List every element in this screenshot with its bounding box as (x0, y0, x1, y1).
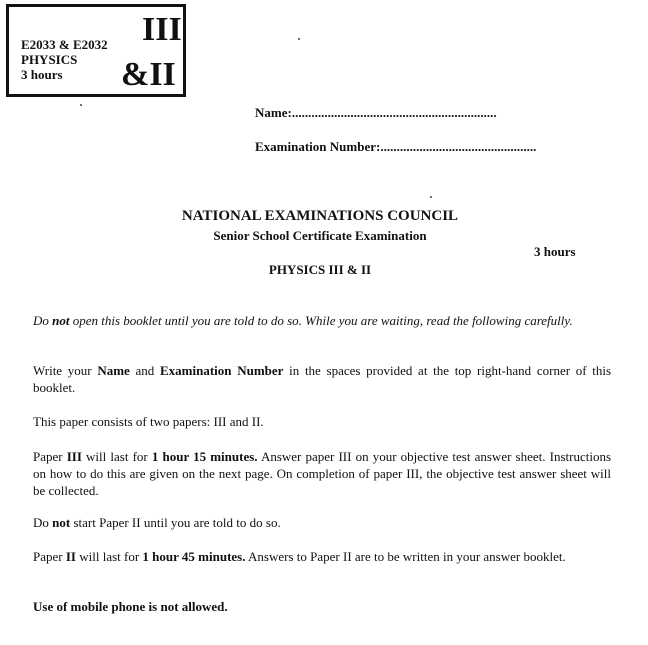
scan-speck (430, 196, 432, 198)
subject-name: PHYSICS (21, 52, 78, 67)
scan-speck (80, 104, 82, 106)
paper-number-large-second: &II (121, 56, 176, 93)
instruction-write-name: Write your Name and Examination Number in the spaces provided at the top right-hand corner of this booklet. (33, 363, 612, 395)
paper-code: E2033 & E2032 (21, 37, 108, 52)
exam-title: Senior School Certificate Examination (213, 228, 427, 243)
header-box (6, 4, 186, 97)
paper-number-large: III (142, 11, 182, 48)
exam-number-dots: ................................................ (380, 139, 537, 154)
instruction-do-not-open: Do not open this booklet until you are told to do so. While you are waiting, read the following carefully. (33, 313, 573, 328)
exam-duration: 3 hours (534, 244, 576, 259)
instruction-paper-three: Paper III will last for 1 hour 15 minutes. Answer paper III on your objective test answer sheet. Instructions on how to do this are given on the next page. On completion of paper III, the objective test answer sheet will be collected. (33, 449, 612, 498)
name-field[interactable] (255, 105, 497, 121)
name-label: Name: (255, 105, 292, 120)
exam-number-field[interactable] (255, 139, 536, 155)
instruction-mobile-phone: Use of mobile phone is not allowed. (33, 599, 228, 614)
box-duration: 3 hours (21, 67, 63, 82)
exam-number-label: Examination Number: (255, 139, 381, 154)
name-dots: ............................................................... (291, 105, 497, 120)
instruction-paper-two: Paper II will last for 1 hour 45 minutes. Answers to Paper II are to be written in your answer booklet. (33, 549, 566, 564)
instruction-do-not-start: Do not start Paper II until you are told to do so. (33, 515, 281, 530)
instruction-two-papers: This paper consists of two papers: III and II. (33, 414, 264, 429)
scan-speck (298, 38, 300, 40)
council-title: NATIONAL EXAMINATIONS COUNCIL (181, 208, 459, 224)
header-box-text (21, 37, 108, 82)
paper-title: PHYSICS III & II (268, 262, 372, 277)
